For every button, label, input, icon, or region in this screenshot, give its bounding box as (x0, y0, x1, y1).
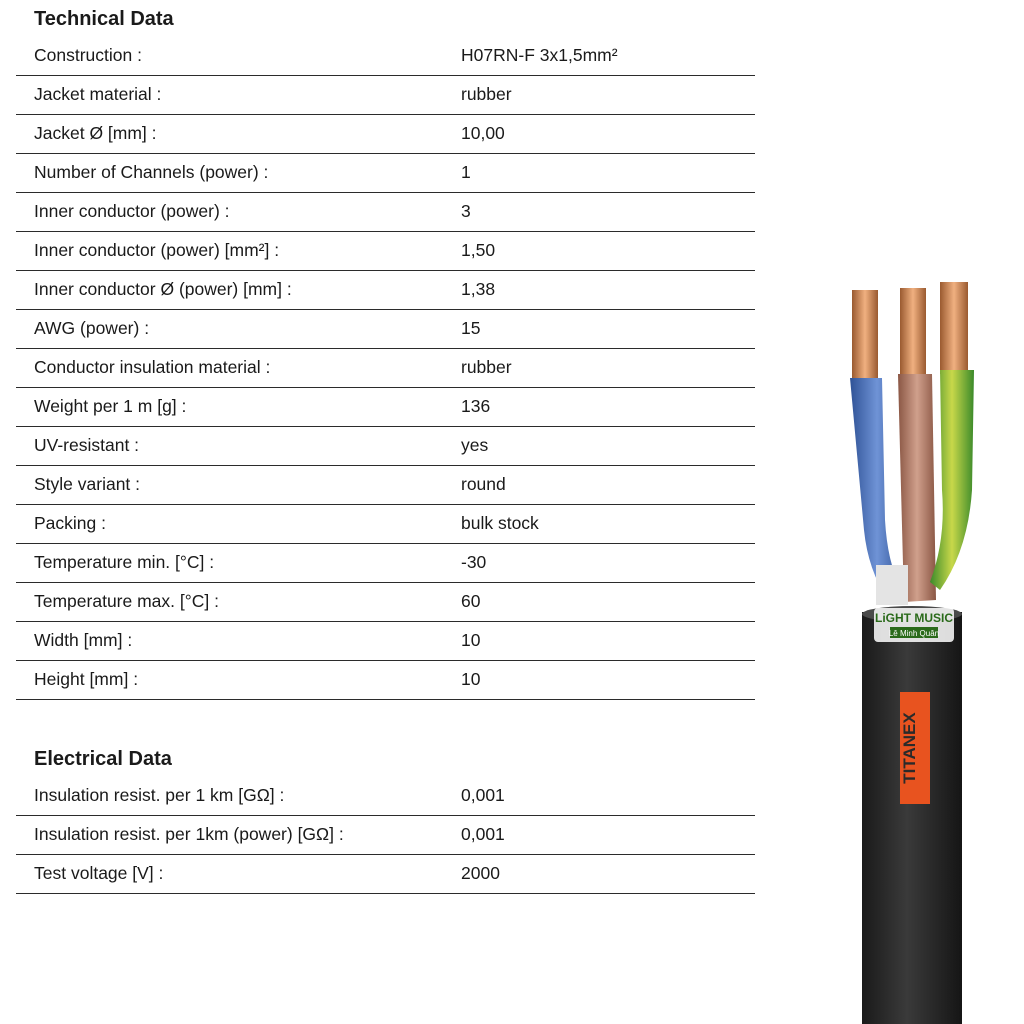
row-label: Height [mm] : (34, 669, 139, 689)
row-value: 1,50 (461, 240, 496, 260)
table-row (16, 388, 755, 427)
copper-strands-blue (852, 290, 878, 380)
row-value: 15 (461, 318, 481, 338)
row-value: bulk stock (461, 513, 539, 533)
table-row (16, 855, 755, 894)
table-row (16, 544, 755, 583)
row-label: Weight per 1 m [g] : (34, 396, 187, 416)
table-row (16, 349, 755, 388)
table-row (16, 816, 755, 855)
table-row (16, 622, 755, 661)
row-value: 10 (461, 630, 481, 650)
electrical-data-title: Electrical Data (34, 748, 172, 770)
row-value: round (461, 474, 506, 494)
row-label: Packing : (34, 513, 106, 533)
row-label: Test voltage [V] : (34, 863, 164, 883)
row-label: Insulation resist. per 1km (power) [GΩ] : (34, 824, 344, 844)
row-value: -30 (461, 552, 487, 572)
row-label: Inner conductor (power) [mm²] : (34, 240, 280, 260)
row-value: 1,38 (461, 279, 496, 299)
watermark-logo (874, 608, 954, 642)
row-value: 10,00 (461, 123, 505, 143)
row-value: 0,001 (461, 785, 505, 805)
table-row (16, 154, 755, 193)
row-label: AWG (power) : (34, 318, 150, 338)
row-label: Jacket Ø [mm] : (34, 123, 157, 143)
table-row (16, 232, 755, 271)
table-row (16, 115, 755, 154)
table-row (16, 76, 755, 115)
row-label: Style variant : (34, 474, 141, 494)
table-row (16, 271, 755, 310)
cable-product-image (840, 270, 1024, 1024)
technical-data-table (16, 37, 755, 700)
row-label: UV-resistant : (34, 435, 140, 455)
table-row (16, 583, 755, 622)
table-row (16, 505, 755, 544)
filler-yarn (876, 565, 908, 605)
row-label: Insulation resist. per 1 km [GΩ] : (34, 785, 285, 805)
table-row (16, 661, 755, 700)
row-value: rubber (461, 84, 512, 104)
wire-green-yellow (930, 370, 974, 590)
row-label: Number of Channels (power) : (34, 162, 269, 182)
table-row (16, 427, 755, 466)
row-label: Temperature max. [°C] : (34, 591, 219, 611)
row-value: 3 (461, 201, 471, 221)
row-value: 10 (461, 669, 481, 689)
copper-strands-green (940, 282, 968, 374)
table-row (16, 466, 755, 505)
svg-text:LiGHT MUSIC: LiGHT MUSIC (875, 611, 953, 625)
table-row (16, 777, 755, 816)
svg-text:Lê Minh Quân: Lê Minh Quân (888, 629, 940, 638)
copper-strands-brown (900, 288, 926, 378)
table-row (16, 193, 755, 232)
row-value: 2000 (461, 863, 500, 883)
row-value: 136 (461, 396, 491, 416)
row-value: 1 (461, 162, 471, 182)
technical-data-title: Technical Data (34, 8, 174, 30)
row-value: 0,001 (461, 824, 505, 844)
row-label: Conductor insulation material : (34, 357, 271, 377)
row-label: Width [mm] : (34, 630, 133, 650)
cable-jacket (862, 612, 962, 1024)
table-row (16, 37, 755, 76)
row-value: rubber (461, 357, 512, 377)
row-label: Inner conductor (power) : (34, 201, 230, 221)
row-label: Construction : (34, 45, 142, 65)
row-value: 60 (461, 591, 481, 611)
row-value: yes (461, 435, 489, 455)
electrical-data-table (16, 777, 755, 894)
row-label: Jacket material : (34, 84, 162, 104)
row-label: Inner conductor Ø (power) [mm] : (34, 279, 292, 299)
brand-label-text: TITANEX (900, 712, 919, 784)
row-label: Temperature min. [°C] : (34, 552, 215, 572)
row-value: H07RN-F 3x1,5mm² (461, 45, 618, 65)
table-row (16, 310, 755, 349)
